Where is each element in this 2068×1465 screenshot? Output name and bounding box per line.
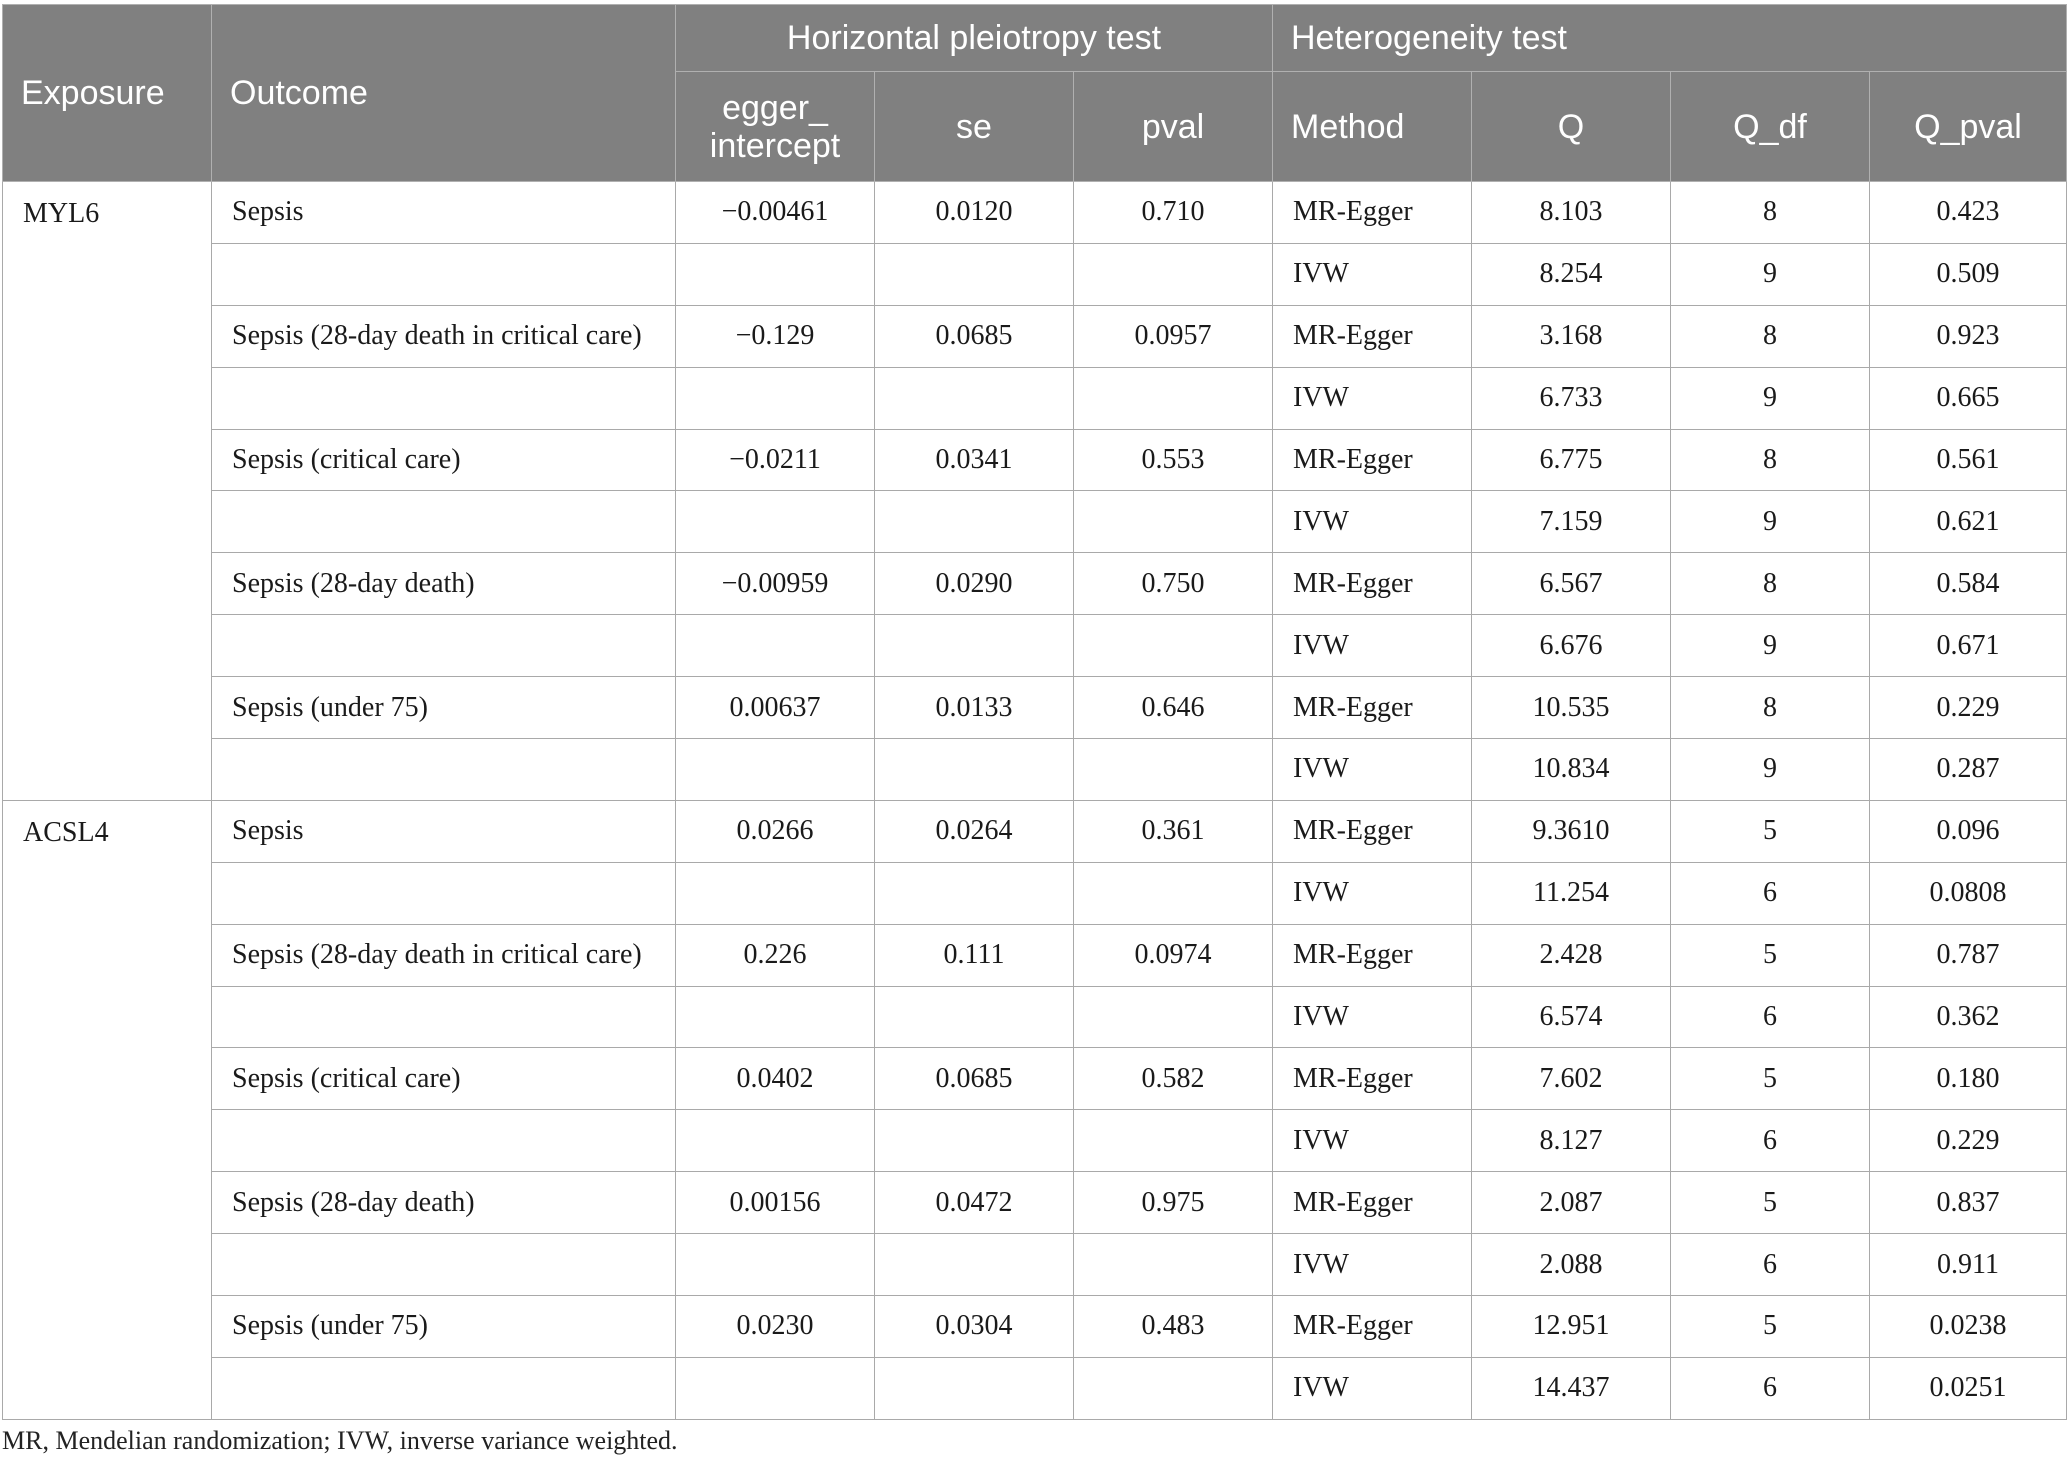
cell-pval: 0.0974 [1074, 924, 1273, 986]
cell-q-pval: 0.0251 [1870, 1357, 2067, 1419]
cell-q-df: 9 [1671, 491, 1870, 553]
cell-q: 6.733 [1472, 367, 1671, 429]
table-row [3, 615, 2067, 677]
header-egger-intercept-line1: egger_ [722, 88, 828, 127]
cell-se [875, 1234, 1074, 1296]
cell-q-pval: 0.180 [1870, 1048, 2067, 1110]
cell-egger-intercept [676, 367, 875, 429]
cell-method: MR-Egger [1273, 924, 1472, 986]
table-row [3, 739, 2067, 801]
cell-q: 6.676 [1472, 615, 1671, 677]
cell-se: 0.111 [875, 924, 1074, 986]
cell-outcome [212, 862, 676, 924]
table-body [3, 182, 2067, 1420]
cell-pval: 0.361 [1074, 800, 1273, 862]
header-group-pleiotropy: Horizontal pleiotropy test [676, 5, 1273, 72]
cell-q: 8.103 [1472, 182, 1671, 244]
cell-se: 0.0341 [875, 429, 1074, 491]
table-row [3, 986, 2067, 1048]
cell-method: MR-Egger [1273, 182, 1472, 244]
table-row [3, 305, 2067, 367]
cell-pval [1074, 1110, 1273, 1172]
header-egger-intercept-line2: intercept [709, 126, 841, 165]
cell-se [875, 1357, 1074, 1419]
cell-q-pval: 0.229 [1870, 677, 2067, 739]
cell-egger-intercept [676, 491, 875, 553]
cell-outcome [212, 1357, 676, 1419]
cell-q: 8.127 [1472, 1110, 1671, 1172]
cell-outcome: Sepsis (under 75) [212, 1296, 676, 1358]
cell-q: 7.159 [1472, 491, 1671, 553]
table-row [3, 677, 2067, 739]
cell-method: IVW [1273, 1110, 1472, 1172]
cell-q: 8.254 [1472, 243, 1671, 305]
cell-q-pval: 0.621 [1870, 491, 2067, 553]
cell-q: 10.535 [1472, 677, 1671, 739]
cell-pval: 0.0957 [1074, 305, 1273, 367]
table-footnote: MR, Mendelian randomization; IVW, inverse variance weighted. [2, 1426, 678, 1455]
cell-outcome [212, 739, 676, 801]
cell-method: IVW [1273, 739, 1472, 801]
cell-q-pval: 0.509 [1870, 243, 2067, 305]
cell-q-df: 9 [1671, 739, 1870, 801]
cell-method: IVW [1273, 986, 1472, 1048]
cell-method: MR-Egger [1273, 429, 1472, 491]
cell-outcome [212, 1110, 676, 1172]
table-row [3, 491, 2067, 553]
cell-outcome: Sepsis [212, 800, 676, 862]
cell-q-pval: 0.911 [1870, 1234, 2067, 1296]
cell-method: IVW [1273, 1357, 1472, 1419]
header-q-df: Q_df [1671, 72, 1870, 182]
cell-pval [1074, 1234, 1273, 1296]
table-row [3, 862, 2067, 924]
cell-q-pval: 0.362 [1870, 986, 2067, 1048]
cell-egger-intercept: 0.00156 [676, 1172, 875, 1234]
header-se: se [875, 72, 1074, 182]
cell-egger-intercept: −0.0211 [676, 429, 875, 491]
cell-egger-intercept: 0.226 [676, 924, 875, 986]
cell-se: 0.0685 [875, 305, 1074, 367]
cell-q-df: 5 [1671, 1296, 1870, 1358]
cell-egger-intercept [676, 243, 875, 305]
table-row [3, 1234, 2067, 1296]
cell-q: 14.437 [1472, 1357, 1671, 1419]
cell-method: IVW [1273, 862, 1472, 924]
cell-q-df: 5 [1671, 800, 1870, 862]
cell-q-df: 6 [1671, 862, 1870, 924]
cell-outcome: Sepsis (28-day death) [212, 553, 676, 615]
cell-q-pval: 0.096 [1870, 800, 2067, 862]
header-egger-intercept [676, 72, 875, 182]
cell-egger-intercept: 0.0402 [676, 1048, 875, 1110]
cell-q-pval: 0.229 [1870, 1110, 2067, 1172]
cell-method: MR-Egger [1273, 677, 1472, 739]
cell-pval [1074, 862, 1273, 924]
cell-egger-intercept [676, 986, 875, 1048]
cell-outcome [212, 367, 676, 429]
cell-egger-intercept: 0.0230 [676, 1296, 875, 1358]
cell-q-pval: 0.584 [1870, 553, 2067, 615]
header-pval: pval [1074, 72, 1273, 182]
cell-q: 6.574 [1472, 986, 1671, 1048]
table-row [3, 1172, 2067, 1234]
cell-q: 2.088 [1472, 1234, 1671, 1296]
cell-q: 10.834 [1472, 739, 1671, 801]
cell-egger-intercept [676, 1234, 875, 1296]
cell-q-df: 8 [1671, 553, 1870, 615]
cell-egger-intercept: −0.00959 [676, 553, 875, 615]
cell-se: 0.0264 [875, 800, 1074, 862]
header-exposure: Exposure [3, 5, 212, 182]
cell-outcome [212, 615, 676, 677]
cell-pval: 0.483 [1074, 1296, 1273, 1358]
cell-q-df: 8 [1671, 182, 1870, 244]
cell-q: 6.775 [1472, 429, 1671, 491]
cell-outcome: Sepsis [212, 182, 676, 244]
cell-outcome: Sepsis (critical care) [212, 429, 676, 491]
cell-exposure: MYL6 [3, 182, 212, 801]
cell-outcome: Sepsis (critical care) [212, 1048, 676, 1110]
cell-q-df: 8 [1671, 305, 1870, 367]
table-row [3, 1296, 2067, 1358]
cell-q: 9.3610 [1472, 800, 1671, 862]
table-row [3, 924, 2067, 986]
table-row [3, 243, 2067, 305]
table-row [3, 800, 2067, 862]
cell-method: MR-Egger [1273, 1172, 1472, 1234]
cell-q-pval: 0.923 [1870, 305, 2067, 367]
cell-q-pval: 0.665 [1870, 367, 2067, 429]
cell-egger-intercept [676, 862, 875, 924]
cell-q: 7.602 [1472, 1048, 1671, 1110]
cell-q: 2.428 [1472, 924, 1671, 986]
cell-q-df: 5 [1671, 924, 1870, 986]
cell-egger-intercept: −0.129 [676, 305, 875, 367]
cell-q-pval: 0.0808 [1870, 862, 2067, 924]
cell-q: 11.254 [1472, 862, 1671, 924]
cell-q: 2.087 [1472, 1172, 1671, 1234]
cell-method: IVW [1273, 243, 1472, 305]
table-row [3, 1357, 2067, 1419]
cell-method: IVW [1273, 491, 1472, 553]
cell-q-df: 6 [1671, 1110, 1870, 1172]
table-row [3, 367, 2067, 429]
cell-q-pval: 0.561 [1870, 429, 2067, 491]
cell-q-df: 6 [1671, 1357, 1870, 1419]
header-group-heterogeneity: Heterogeneity test [1273, 5, 2067, 72]
cell-se [875, 367, 1074, 429]
cell-method: MR-Egger [1273, 1048, 1472, 1110]
cell-outcome [212, 986, 676, 1048]
cell-pval [1074, 615, 1273, 677]
cell-q-df: 8 [1671, 429, 1870, 491]
cell-pval: 0.750 [1074, 553, 1273, 615]
cell-outcome: Sepsis (under 75) [212, 677, 676, 739]
cell-q-df: 9 [1671, 367, 1870, 429]
cell-outcome: Sepsis (28-day death in critical care) [212, 305, 676, 367]
cell-se: 0.0120 [875, 182, 1074, 244]
cell-se: 0.0685 [875, 1048, 1074, 1110]
cell-egger-intercept [676, 615, 875, 677]
cell-outcome: Sepsis (28-day death in critical care) [212, 924, 676, 986]
cell-egger-intercept [676, 1110, 875, 1172]
cell-se [875, 615, 1074, 677]
cell-egger-intercept [676, 1357, 875, 1419]
cell-q: 6.567 [1472, 553, 1671, 615]
table-row [3, 1048, 2067, 1110]
cell-q-df: 9 [1671, 243, 1870, 305]
cell-exposure: ACSL4 [3, 800, 212, 1419]
table-row [3, 1110, 2067, 1172]
cell-method: IVW [1273, 367, 1472, 429]
cell-q-df: 5 [1671, 1048, 1870, 1110]
cell-method: MR-Egger [1273, 305, 1472, 367]
cell-se [875, 862, 1074, 924]
cell-pval [1074, 367, 1273, 429]
pleiotropy-heterogeneity-table [2, 4, 2067, 1420]
header-method: Method [1273, 72, 1472, 182]
cell-egger-intercept: −0.00461 [676, 182, 875, 244]
cell-pval [1074, 986, 1273, 1048]
cell-pval [1074, 491, 1273, 553]
cell-outcome [212, 1234, 676, 1296]
cell-outcome [212, 243, 676, 305]
cell-pval: 0.646 [1074, 677, 1273, 739]
cell-outcome [212, 491, 676, 553]
cell-q: 12.951 [1472, 1296, 1671, 1358]
cell-q-pval: 0.671 [1870, 615, 2067, 677]
cell-se [875, 243, 1074, 305]
cell-se [875, 739, 1074, 801]
cell-q-pval: 0.837 [1870, 1172, 2067, 1234]
cell-egger-intercept [676, 739, 875, 801]
cell-se: 0.0290 [875, 553, 1074, 615]
cell-method: MR-Egger [1273, 553, 1472, 615]
cell-egger-intercept: 0.0266 [676, 800, 875, 862]
header-q-pval: Q_pval [1870, 72, 2067, 182]
cell-q-pval: 0.423 [1870, 182, 2067, 244]
cell-q: 3.168 [1472, 305, 1671, 367]
cell-q-df: 6 [1671, 1234, 1870, 1296]
cell-se: 0.0472 [875, 1172, 1074, 1234]
cell-q-pval: 0.0238 [1870, 1296, 2067, 1358]
table-row [3, 182, 2067, 244]
cell-pval: 0.975 [1074, 1172, 1273, 1234]
results-table-container [2, 4, 2066, 1420]
cell-q-df: 8 [1671, 677, 1870, 739]
cell-pval: 0.553 [1074, 429, 1273, 491]
table-row [3, 429, 2067, 491]
cell-outcome: Sepsis (28-day death) [212, 1172, 676, 1234]
cell-q-df: 9 [1671, 615, 1870, 677]
cell-pval [1074, 1357, 1273, 1419]
table-row [3, 553, 2067, 615]
cell-method: IVW [1273, 1234, 1472, 1296]
cell-se [875, 1110, 1074, 1172]
cell-pval: 0.710 [1074, 182, 1273, 244]
cell-egger-intercept: 0.00637 [676, 677, 875, 739]
cell-se: 0.0133 [875, 677, 1074, 739]
cell-pval [1074, 243, 1273, 305]
header-q: Q [1472, 72, 1671, 182]
cell-q-df: 6 [1671, 986, 1870, 1048]
table-header [3, 5, 2067, 182]
cell-se [875, 986, 1074, 1048]
cell-q-pval: 0.787 [1870, 924, 2067, 986]
cell-pval: 0.582 [1074, 1048, 1273, 1110]
cell-se: 0.0304 [875, 1296, 1074, 1358]
cell-q-df: 5 [1671, 1172, 1870, 1234]
cell-method: MR-Egger [1273, 1296, 1472, 1358]
cell-q-pval: 0.287 [1870, 739, 2067, 801]
cell-se [875, 491, 1074, 553]
cell-pval [1074, 739, 1273, 801]
cell-method: IVW [1273, 615, 1472, 677]
header-outcome: Outcome [212, 5, 676, 182]
cell-method: MR-Egger [1273, 800, 1472, 862]
